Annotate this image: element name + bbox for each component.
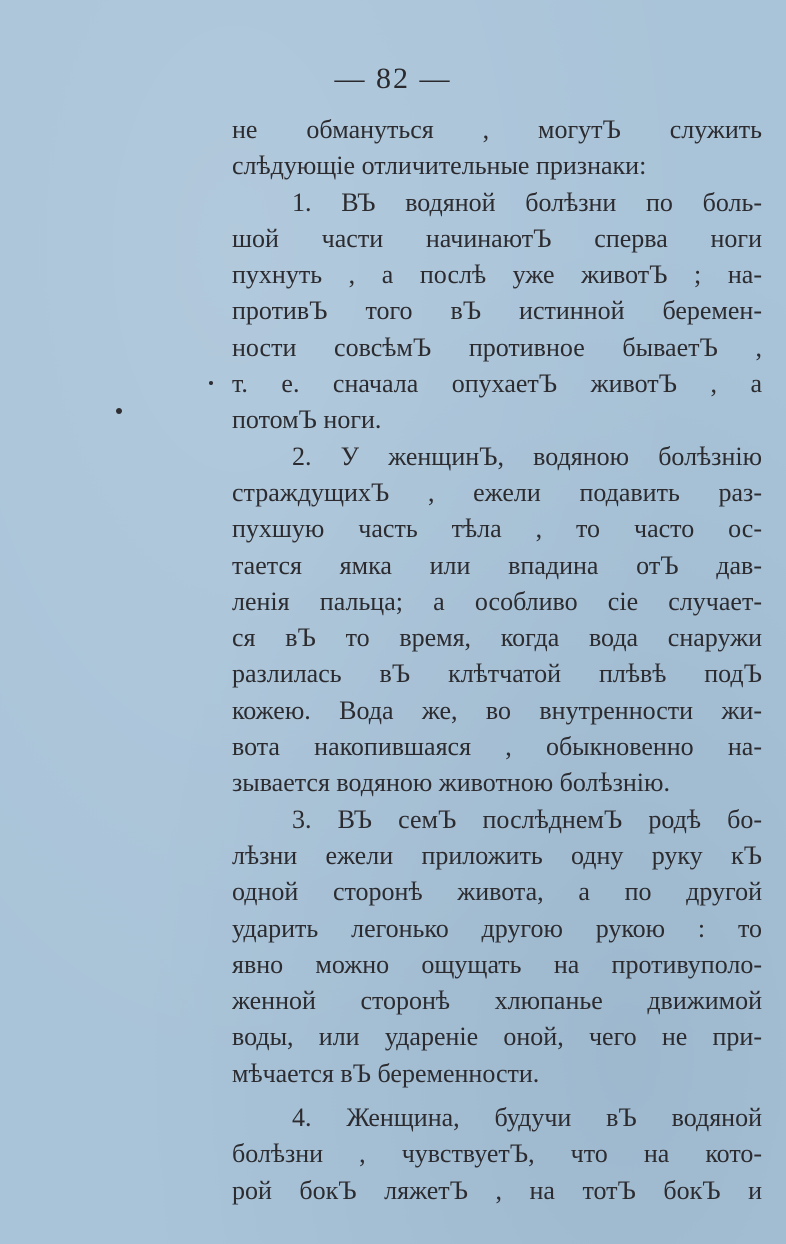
text-line: страждущихЪ , ежели подавить раз- [232,477,762,507]
text-line: пухшую часть тѣла , то часто ос- [232,514,762,544]
text-line: слѣдующіе отличительные признаки: [232,151,647,181]
text-line: ся вЪ то время, когда вода снаружи [232,623,762,653]
text-line: женной сторонѣ хлюпанье движимой [232,986,762,1016]
text-line: одной сторонѣ живота, а по другой [232,877,762,907]
text-line: 4. Женщина, будучи вЪ водяной [292,1103,762,1133]
text-line: лѣзни ежели приложить одну руку кЪ [232,840,762,870]
text-line: рой бокЪ ляжетЪ , на тотЪ бокЪ и [232,1175,762,1205]
text-line: тается ямка или впадина отЪ дав- [232,550,762,580]
text-line: шой части начинаютЪ сперва ноги [232,223,762,253]
ink-speck [116,408,122,414]
text-line: зывается водяною животною болѣзнію. [232,768,670,798]
text-line: кожею. Вода же, во внутренности жи- [232,695,762,725]
text-line: 3. ВЪ семЪ послѣднемЪ родѣ бо- [292,804,762,834]
text-line: 2. У женщинЪ, водяною болѣзнію [292,441,762,471]
text-line: ленія пальца; а особливо сіе случает- [232,586,762,616]
text-line: противЪ того вЪ истинной беремен- [232,296,762,326]
paragraph-gap [232,1092,762,1100]
text-line: явно можно ощущать на противуполо- [232,949,762,979]
text-line: ударить легонько другою рукою : то [232,913,762,943]
text-line: 1. ВЪ водяной болѣзни по боль- [292,187,762,217]
text-line: ности совсѣмЪ противное бываетЪ , [232,332,762,362]
text-line: потомЪ ноги. [232,405,382,435]
ink-speck [209,381,213,385]
text-line: разлилась вЪ клѣтчатой плѣвѣ подЪ [232,659,762,689]
text-line: т. е. сначала опухаетЪ животЪ , а [232,369,762,399]
text-line: мѣчается вЪ беременности. [232,1058,540,1088]
body-text [232,112,762,1209]
text-line: вота накопившаяся , обыкновенно на- [232,732,762,762]
text-line: болѣзни , чувствуетЪ, что на кото- [232,1139,762,1169]
text-line: не обмануться , могутЪ служить [232,115,762,144]
page-number: — 82 — [334,62,452,95]
text-line: пухнуть , а послѣ уже животЪ ; на- [232,260,762,290]
text-line: воды, или удареніе оной, чего не при- [232,1022,762,1052]
